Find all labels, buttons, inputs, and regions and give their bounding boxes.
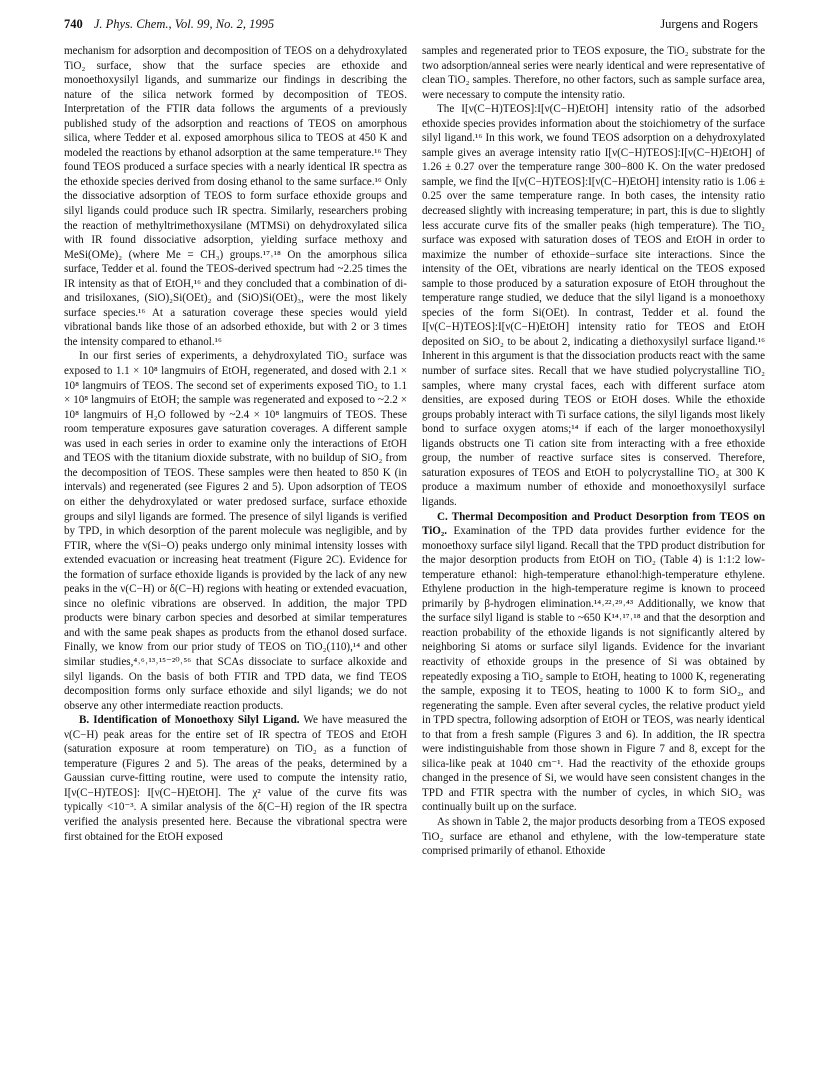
paragraph-text: samples and regenerated prior to TEOS exposure, the TiO₂ substrate for the two adsorption/anneal series were nearly identical and were representative of clean TiO₂ samples. Therefore, no other factors, such as sample surface area, were necessary to compute the intensity ratio. bbox=[422, 45, 765, 101]
paragraph bbox=[64, 44, 407, 349]
paragraph-text: The I[ν(C−H)TEOS]:I[ν(C−H)EtOH] intensity ratio of the adsorbed ethoxide species provides information about the stoichiometry of the surface silyl ligand.¹⁶ In this work, we found TEOS adsorption on a dehydroxylated sample gives an average intensity ratio I[ν(C−H)TEOS]:I[ν(C−H)EtOH] of 1.26 ± 0.27 over the temperature range 300−800 K. On the water predosed sample, we find the I[ν(C−H)TEOS]:I[ν(C−H)EtOH] intensity ratio is 1.06 ± 0.25 over the same temperature range. In both cases, the intensity ratio decreased slightly with increasing temperature; in part, this is due to slightly less accurate curve fits of the smaller peaks (high temperature). The TiO₂ surface was exposed with saturation doses of TEOS and EtOH in order to maximize the number of ethoxide−surface site interactions. Since the intensity of the OEt, vibrations are nearly identical on the TEOS exposed sample to those produced by a saturation exposure of EtOH throughout the temperature range studied, we deduce that the silyl ligand is a monoethoxy species of the form Si(OEt). In contrast, Tedder et al. found the I[ν(C−H)TEOS]:I[ν(C−H)EtOH] intensity ratio for TEOS and EtOH deposited on SiO₂ to be about 2, indicating a diethoxysilyl surface ligand.¹⁶ Inherent in this argument is that the dissociation products react with the same number of surface sites. Recall that we have studied polycrystalline TiO₂ samples, where many crystal faces, each with different surface atom densities, are exposed during TEOS or EtOH doses. While the ethoxide groups probably interact with Ti surface cations, the silyl ligands most likely bond to surface oxygen atoms;¹⁴ if each of the larger monoethoxysilyl ligands obstructs one Ti cation site from interacting with a free ethoxide group, the number of reactive surface sites is conserved. Therefore, saturation exposures of TEOS and EtOH to polycrystalline TiO₂ at 300 K produce a maximum number of ethoxide and monoethoxysilyl surface ligands. bbox=[422, 103, 765, 508]
page-number: 740 bbox=[64, 17, 83, 31]
paragraph bbox=[64, 713, 407, 844]
paragraph bbox=[64, 349, 407, 713]
journal-citation: J. Phys. Chem., Vol. 99, No. 2, 1995 bbox=[93, 17, 275, 31]
paragraph-text: Examination of the TPD data provides further evidence for the monoethoxy surface silyl ligand. Recall that the TPD product distribution for the major desorption products from EtOH on TiO₂ (Table 4) is 1:1:2 low-temperature ethanol: high-temperature ethanol:high-temperature ethylene. Ethylene production in the high-temperature regime is known to proceed primarily by β-hydrogen elimination.¹⁴˒²²˒²⁹˒⁴³ Additionally, we know that the surface silyl ligand is stable to ~650 K¹⁴˒¹⁷˒¹⁸ and that the desorption and reaction probability of the ethoxide ligands is not significantly altered by neighboring Si atoms or surface silyl ligands. Evidence for the invariant reactivity of ethoxide groups in the presence of Si was obtained by repeatedly exposing a TiO₂ sample to EtOH, heating to 1000 K, regenerating the sample, exposing it to TEOS, heating to 1000 K to form SiO₂, and regenerating the sample. Even after several cycles, the relative product yield in TPD spectra, following adsorption of EtOH or TEOS, was nearly identical to that from a fresh sample (Figures 3 and 6). In addition, the IR spectra were indistinguishable from those shown in Figure 7 and 8, except for the silica-like peak at 1040 cm⁻¹. Had the reactivity of the ethoxide groups changed in the presence of Si, we would have seen consistent changes in the TPD and FTIR spectra with the number of cycles, in which SiO₂ was continually built up on the surface. bbox=[422, 525, 765, 814]
paragraph-text: We have measured the ν(C−H) peak areas for the entire set of IR spectra of TEOS and EtOH (saturation exposure at room temperature) on TiO₂ as a function of temperature (Figures 2 and 5). The areas of the peaks, determined by a Gaussian curve-fitting routine, were used to compute the intensity ratio, I[ν(C−H)TEOS]: I[ν(C−H)EtOH]. The χ² value of the curve fits was typically <10⁻³. A similar analysis of the δ(C−H) region of the IR spectra verified the analysis presented here. Because the vibrational spectra were first obtained for the EtOH exposed bbox=[64, 714, 407, 843]
paragraph bbox=[422, 815, 765, 859]
paragraph-text: mechanism for adsorption and decomposition of TEOS on a dehydroxylated TiO₂ surface, show that the surface species are ethoxide and monoethoxysilyl ligands, and summarize our findings in describing the nature of the silica network formed by decomposition of TEOS. Interpretation of the FTIR data follows the arguments of a previously published study of the adsorption and reactions of TEOS on amorphous silica, where Tedder et al. exposed amorphous silica to TEOS at 450 K and modeled the reactions by ethanol adsorption at the same temperature.¹⁶ They found TEOS produced a surface species with a nearly identical IR spectra as the ethoxide species derived from dosing ethanol to the same surface.¹⁶ Only the dissociative adsorption of TEOS to form surface ethoxide groups and silyl ligands could produce such IR spectra. Similarly, researchers probing the reaction of methyltrimethoxysilane (MTMSi) on dehydroxylated silica with IR found dissociative adsorption, yielding surface methoxy and MeSi(OMe)₂ (where Me = CH₃) groups.¹⁷˒¹⁸ On the amorphous silica surface, Tedder et al. found the TEOS-derived spectrum had ~2.25 times the IR intensity as that of EtOH,¹⁶ and they concluded that a combination of di- and trisiloxanes, (SiO)₂Si(OEt)₂ and (SiO)Si(OEt)₃, were the most likely surface species.¹⁶ At a saturation coverage these species would yield vibrational bands like those of an adsorbed ethoxide, but with 2 or 3 times the intensity compared to ethanol.¹⁶ bbox=[64, 45, 407, 348]
paragraph-text: As shown in Table 2, the major products desorbing from a TEOS exposed TiO₂ surface are ethanol and ethylene, with the low-temperature state comprised primarily of ethanol. Ethoxide bbox=[422, 815, 765, 858]
section-heading: B. Identification of Monoethoxy Silyl Ligand. bbox=[79, 714, 300, 727]
paragraph bbox=[422, 44, 765, 102]
paragraph-text: In our first series of experiments, a dehydroxylated TiO₂ surface was exposed to 1.1 × 10⁸ langmuirs of EtOH, regenerated, and dosed with 2.1 × 10⁸ langmuirs of TEOS. The second set of experiments exposed TiO₂ to 1.1 × 10⁸ langmuirs of EtOH; the sample was regenerated and exposed to ~2.2 × 10⁸ langmuirs of H₂O followed by ~2.4 × 10⁸ langmuirs of TEOS. These room temperature exposures gave saturation coverages. A different sample was used in each series in order to examine only the interactions of EtOH and TEOS with the titanium dioxide substrate, with no buildup of SiO₂ from the decomposition of TEOS. These samples were then heated to 850 K (in intervals) and regenerated (see Figures 2 and 5). Upon adsorption of TEOS on either the dehydroxylated or water predosed surface, surface ethoxide groups and silyl ligands are formed. The presence of silyl ligands is verified by TPD, in which desorption of the parent molecule was negligible, and by FTIR, where the ν(Si−O) peaks undergo only minimal intensity losses with extended evacuation or increasing heat treatment (Figure 2C). Evidence for the formation of surface ethoxide ligands is provided by the lack of any new peaks in the ν(C−H) or δ(C−H) regions with heating or extended evacuation, since no olefinic vibrations are observed. In addition, the major TPD products were binary carbon species and desorbed at similar temperatures and with the same peak shapes as products from the ethanol dosed surface. Finally, we know from our prior study of TEOS on TiO₂(110),¹⁴ and other similar studies,⁴˒⁶˒¹³˒¹⁵⁻²⁰˒⁵⁶ that SCAs dissociate to surface alkoxide and silyl ligands. On the basis of both FTIR and TPD data, we find TEOS decomposition forms only surface ethoxide and silyl ligands; we do not observe any other intermediate reaction products. bbox=[64, 350, 407, 712]
paragraph bbox=[422, 102, 765, 509]
left-column bbox=[64, 44, 407, 1064]
running-header bbox=[64, 14, 758, 34]
paragraph bbox=[422, 510, 765, 815]
right-column bbox=[422, 44, 765, 1064]
running-authors: Jurgens and Rogers bbox=[660, 17, 758, 31]
section-heading: C. Thermal Decomposition and Product Desorption from TEOS on TiO₂. bbox=[422, 510, 765, 538]
